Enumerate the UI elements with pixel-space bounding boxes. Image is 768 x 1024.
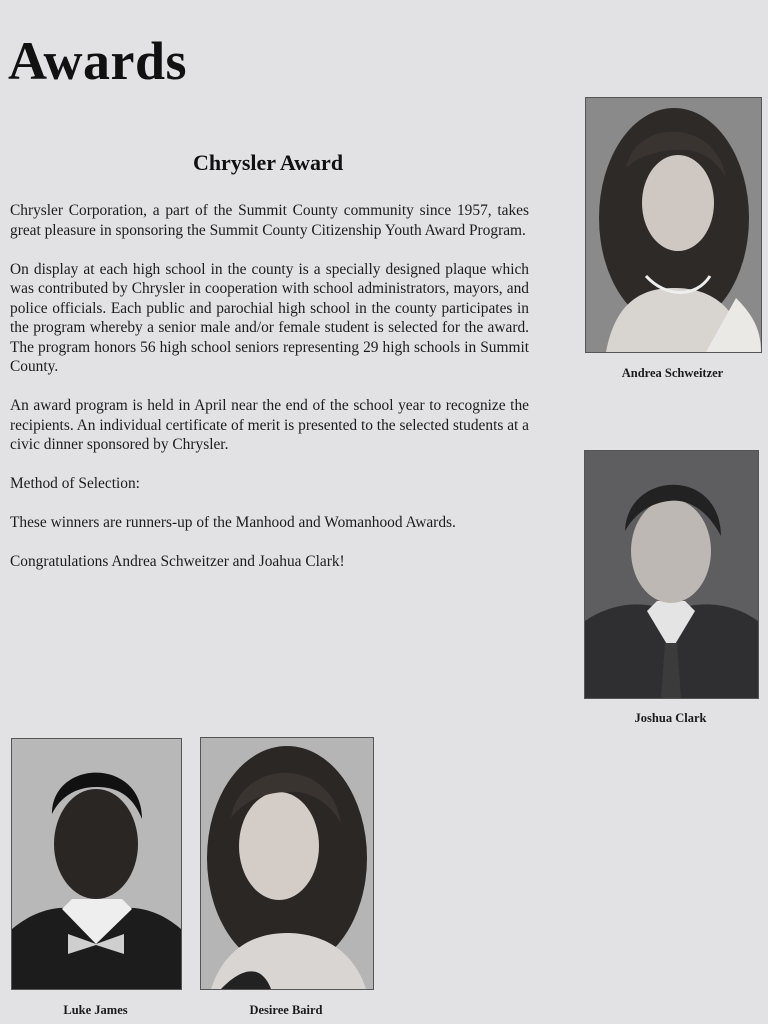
portrait-andrea-image	[586, 98, 761, 352]
portrait-photo-luke	[11, 738, 182, 990]
caption-desiree: Desiree Baird	[249, 1003, 323, 1017]
portrait-joshua-image	[585, 451, 758, 698]
article-body	[10, 201, 529, 591]
paragraph-congratulations: Congratulations Andrea Schweitzer and Joahua Clark!	[10, 553, 345, 570]
paragraph-plaque: On display at each high school in the county is a specially designed plaque which was contributed by Chrysler in cooperation with school administrators, mayors, and police officials. Each public and parochial high school in the county participates in the program whereby a senior male and/or female student is selected for the award. The program honors 56 high school seniors representing 29 high schools in Summit County.	[10, 260, 529, 375]
paragraph-intro: Chrysler Corporation, a part of the Summit County community since 1957, takes great pleasure in sponsoring the Summit County Citizenship Youth Award Program.	[10, 202, 529, 239]
portrait-photo-desiree	[200, 737, 374, 990]
portrait-luke-image	[12, 739, 181, 989]
caption-luke: Luke James	[63, 1003, 128, 1017]
portrait-photo-joshua	[584, 450, 759, 699]
portrait-desiree-image	[201, 738, 373, 989]
paragraph-method: These winners are runners-up of the Manhood and Womanhood Awards.	[10, 514, 456, 531]
section-title: Chrysler Award	[192, 150, 344, 175]
page-title: Awards	[8, 31, 188, 91]
portrait-photo-andrea	[585, 97, 762, 353]
caption-andrea: Andrea Schweitzer	[621, 366, 724, 380]
paragraph-program: An award program is held in April near the end of the school year to recognize the recipients. An individual certificate of merit is presented to the selected students at a civic dinner sponsored by Chrysler.	[10, 397, 529, 453]
caption-joshua: Joshua Clark	[634, 711, 707, 725]
paragraph-method-heading: Method of Selection:	[10, 475, 140, 492]
